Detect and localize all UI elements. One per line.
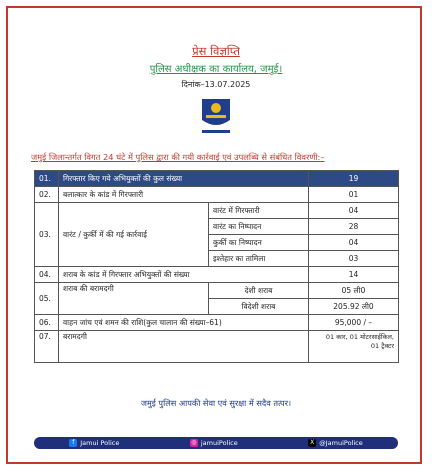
sub-label: इश्तेहार का तामिला <box>209 251 309 267</box>
row-value: 205.92 ली0 <box>309 299 399 315</box>
table-row <box>35 203 399 219</box>
row-label: वाहन जांच एवं शमन की राशि(कुल चालान की संख्या–61) <box>59 315 309 331</box>
sub-label: देशी शराब <box>209 283 309 299</box>
row-label: शराब की बरामदगी <box>59 283 209 315</box>
release-date: दिनांक–13.07.2025 <box>181 80 251 89</box>
row-value: 14 <box>309 267 399 283</box>
action-report-table <box>34 170 399 363</box>
row-number: 07. <box>35 331 59 363</box>
report-subtitle: जमुई जिलान्तर्गत विगत 24 घंटे में पुलिस द्वारा की गयी कार्रवाई एवं उपलब्धि से संबंधित विवरणी:– <box>31 152 325 162</box>
sub-label: कुर्की का निष्पादन <box>209 235 309 251</box>
x-icon: X <box>310 439 315 446</box>
row-number: 02. <box>35 187 59 203</box>
row-label: बलात्कार के कांड में गिरफ्तारी <box>59 187 309 203</box>
row-label: शराब के कांड में गिरफ्तार अभियुक्तों की संख्या <box>59 267 309 283</box>
row-value: 95,000 / – <box>309 315 399 331</box>
row-number: 01. <box>35 171 59 187</box>
row-label: गिरफ्तार किए गये अभियुक्तों की कुल संख्या <box>59 171 309 187</box>
row-value: 04 <box>309 203 399 219</box>
x-handle[interactable] <box>308 439 363 447</box>
table-row <box>35 171 399 187</box>
row-number: 03. <box>35 203 59 267</box>
sub-label: वारंट में गिरफ्तारी <box>209 203 309 219</box>
row-value: 28 <box>309 219 399 235</box>
table-row <box>35 331 399 363</box>
instagram-label: jamuiPolice <box>200 439 238 447</box>
row-value <box>309 331 399 363</box>
facebook-handle[interactable] <box>69 439 119 447</box>
row-label: वारंट / कुर्की में की गई कार्रवाई <box>59 203 209 267</box>
row-value: 19 <box>309 171 399 187</box>
x-label: @JamuiPolice <box>319 439 363 447</box>
facebook-label: Jamui Police <box>80 439 120 447</box>
press-release-title: प्रेस विज्ञप्ति <box>192 44 240 58</box>
row-value: 03 <box>309 251 399 267</box>
row-number: 04. <box>35 267 59 283</box>
instagram-icon: ◎ <box>191 439 197 446</box>
instagram-handle[interactable] <box>190 439 238 447</box>
sub-label: विदेशी शराब <box>209 299 309 315</box>
recovery-line-2: 01 ट्रैक्टर <box>370 342 394 350</box>
recovery-line-1: 01 कार, 01 मोटरसाईकिल, <box>325 333 394 341</box>
sub-label: वारंट का निष्पादन <box>209 219 309 235</box>
row-value: 04 <box>309 235 399 251</box>
footer-slogan: जमुई पुलिस आपकी सेवा एवं सुरक्षा में सदैव तत्पर। <box>140 398 292 408</box>
table-row <box>35 267 399 283</box>
row-label: बरामदगी <box>59 331 309 363</box>
facebook-icon: f <box>69 439 77 447</box>
table-row <box>35 283 399 299</box>
table-row <box>35 315 399 331</box>
row-value: 01 <box>309 187 399 203</box>
table-row <box>35 187 399 203</box>
row-number: 05. <box>35 283 59 315</box>
office-name: पुलिस अधीक्षक का कार्यालय, जमुई। <box>149 64 283 75</box>
social-bar <box>34 437 398 449</box>
row-number: 06. <box>35 315 59 331</box>
row-value: 05 ली0 <box>309 283 399 299</box>
bihar-police-emblem-icon <box>198 96 234 136</box>
